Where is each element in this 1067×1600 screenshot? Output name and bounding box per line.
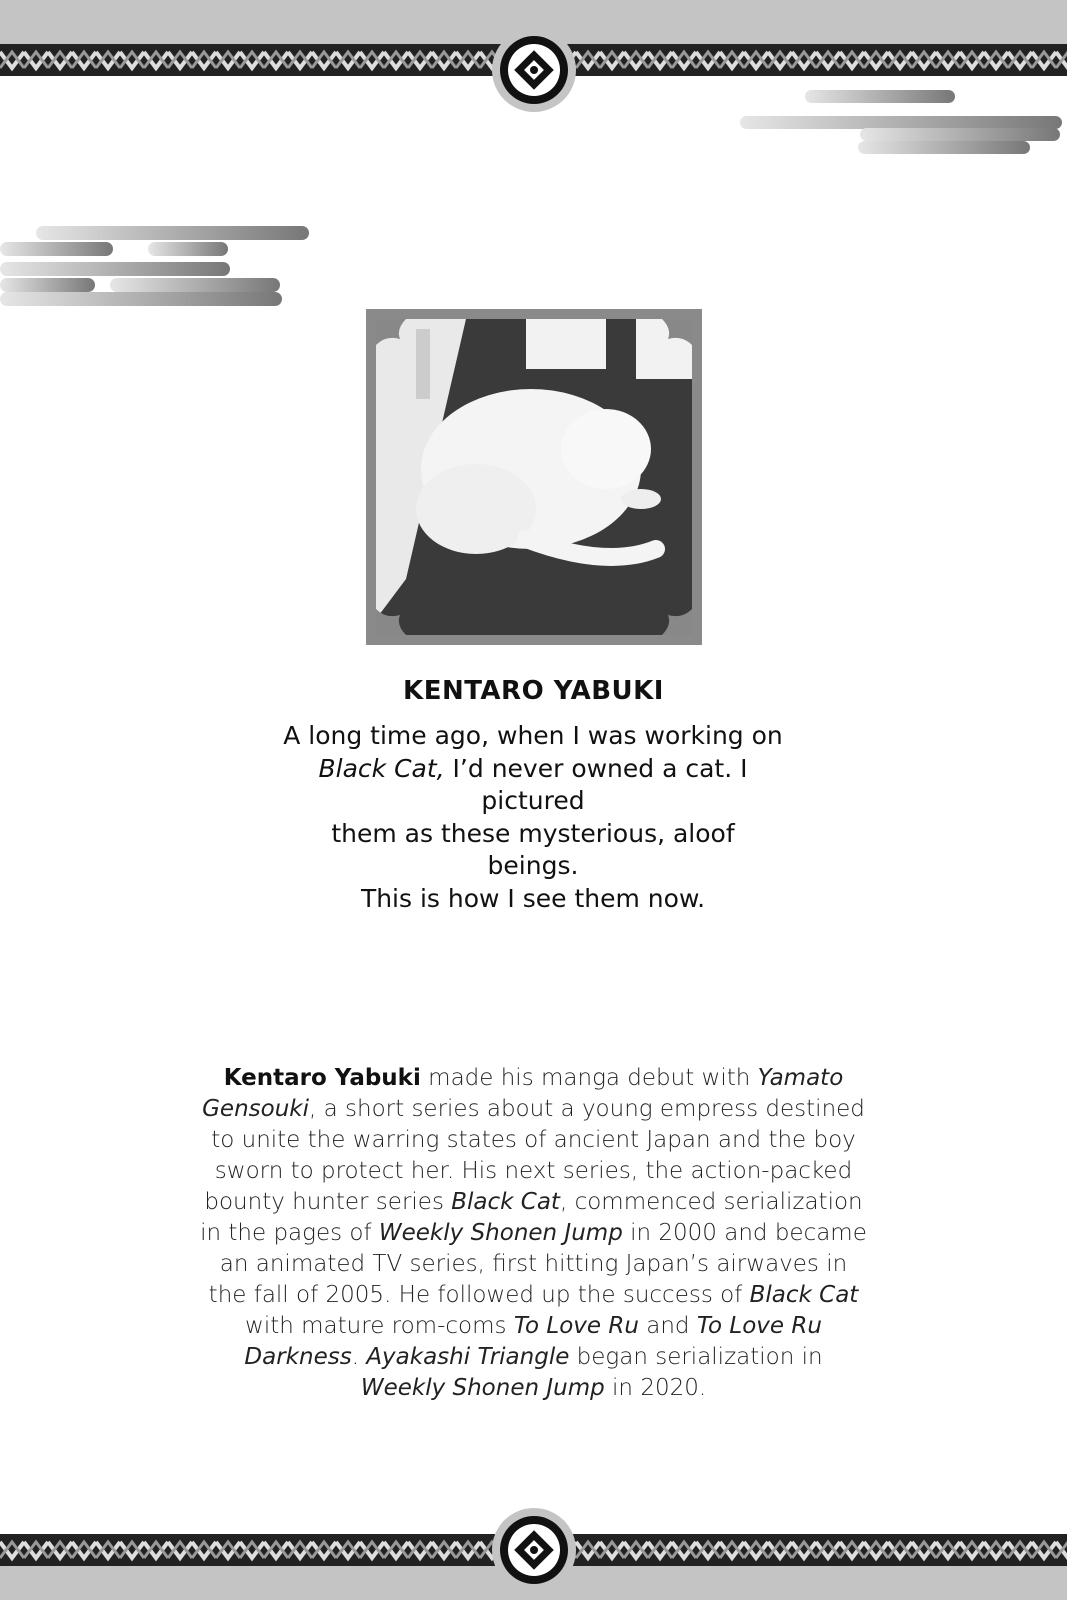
quote-line: Black Cat, I’d never owned a cat. I pictured <box>318 753 748 815</box>
cloud-band-icon <box>0 224 320 314</box>
crest-emblem-icon <box>492 1508 576 1592</box>
author-name: KENTARO YABUKI <box>403 676 664 706</box>
cloud-band-icon <box>740 88 1067 162</box>
author-photo-frame <box>366 309 702 645</box>
sleeping-cat-photo <box>376 319 692 635</box>
quote-line: This is how I see them now. <box>360 883 706 913</box>
quote-line: them as these mysterious, aloof beings. <box>331 818 735 880</box>
quote-line: A long time ago, when I was working on <box>283 721 783 750</box>
author-bio: Kentaro Yabuki made his manga debut with Yamato Gensouki, a short series about a young empress destined to unite the warring states of ancient Japan and the boy sworn to protect her. His next series, the action-packed bounty hunter series Black Cat, commenced serialization in the pages of Weekly Shonen Jump in 2000 and became an animated TV series, first hitting Japan’s airwaves in the fall of 2005. He followed up the success of Black Cat with mature rom-coms To Love Ru and To Love Ru Darkness. Ayakashi Triangle began serialization in Weekly Shonen Jump in 2020. <box>200 1065 867 1401</box>
crest-emblem-icon <box>492 28 576 112</box>
author-quote <box>283 720 783 915</box>
